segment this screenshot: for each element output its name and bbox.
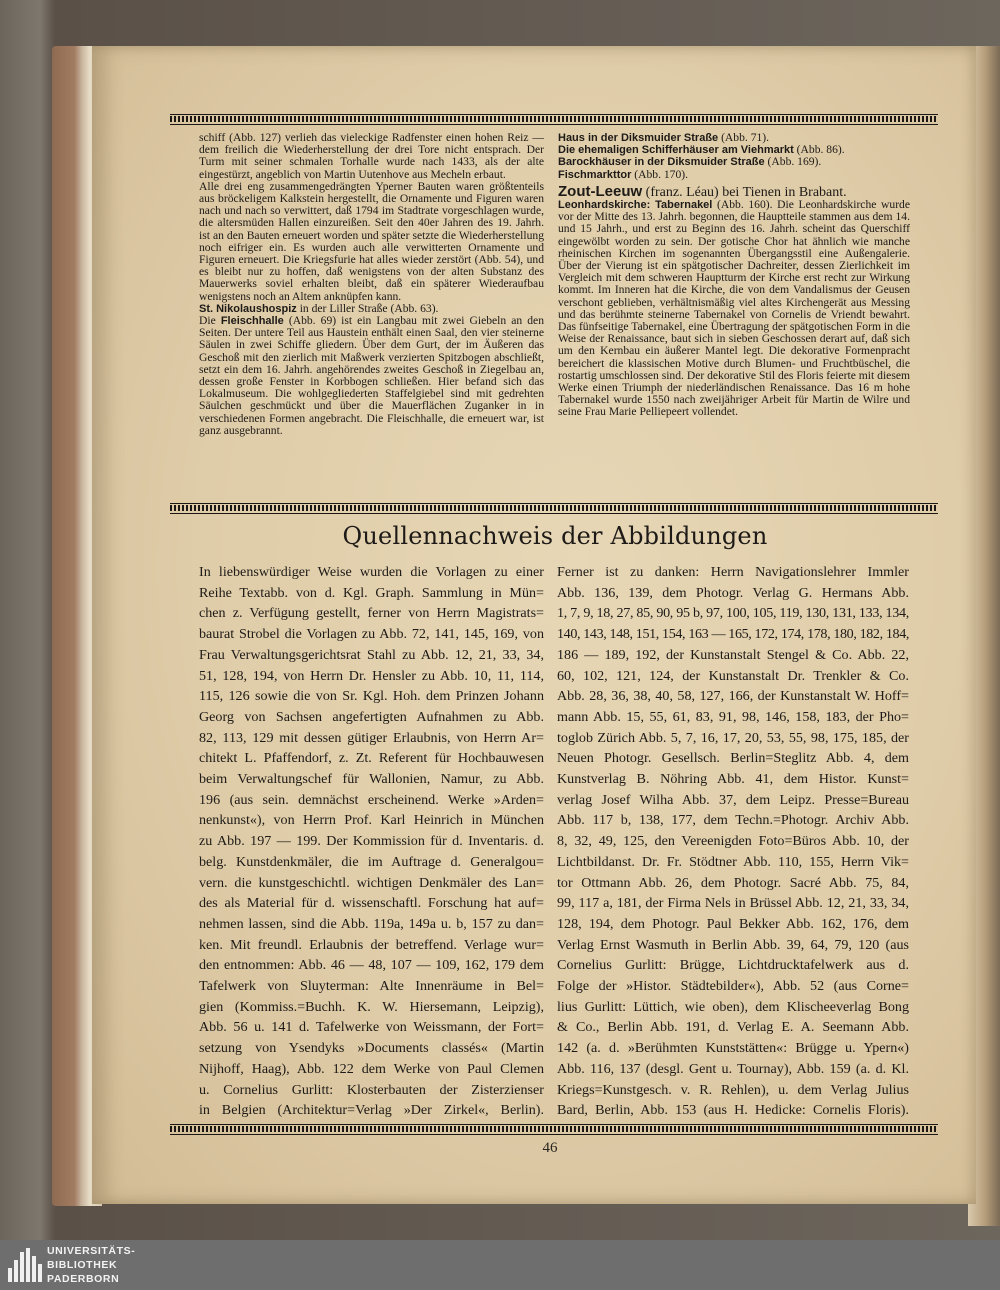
footer-bar — [0, 1240, 1000, 1290]
entry-text: (Abb. 170). — [631, 167, 689, 181]
text-line: baurat Strobel die Vorlagen zu Abb. 72, 141, 145, 169, von — [199, 626, 544, 643]
text-line: vern. die kunstgeschichtl. wichtigen Denkmäler des Lan= — [199, 874, 544, 891]
entry-heading: Haus in der Diksmuider Straße — [558, 132, 719, 144]
text-line: 8, 32, 49, 125, den Vereenigden Foto=Büros Abb. 10, der — [557, 833, 909, 850]
text-line: nehmen lassen, sind die Abb. 119a, 149a u. b, 157 zu dan= — [199, 915, 544, 932]
ornament-border-middle — [170, 503, 938, 514]
text-line: toglob Zürich Abb. 5, 7, 16, 17, 20, 53, 55, 98, 175, 185, der — [557, 729, 909, 746]
entry-heading: Barockhäuser in der Diksmuider Straße — [558, 156, 765, 169]
text-line: den entnommen: Abb. 46 — 48, 107 — 109, 162, 179 dem — [199, 957, 544, 974]
page-number: 46 — [542, 1140, 558, 1156]
text-line: 140, 143, 148, 151, 154, 163 — 165, 172, 174, 178, 180, 182, 184, — [557, 626, 909, 643]
text-line: 60, 102, 121, 124, der Kunstanstalt Dr. Trenkler & Co. — [557, 667, 909, 684]
text-line: u. Cornelius Gurlitt: Klosterbauten der Zisterzienser — [199, 1081, 544, 1098]
text-line: Cornelius Gurlitt: Brügge, Lichtdrucktafelwerk aus d. — [557, 957, 909, 974]
text-line: Abb. 28, 36, 38, 40, 58, 127, 166, der Kunstanstalt W. Hoff= — [557, 688, 909, 705]
text-line: beim Verwaltungschef für Wallonien, Namur, zu Abb. — [199, 771, 544, 788]
entry-text: (Abb. 71). — [718, 131, 770, 144]
text-line: chen z. Verfügung gestellt, ferner von Herrn Magistrats= — [199, 605, 544, 622]
entry — [558, 156, 910, 168]
text-line: setzung von Ysendyks »Documents classés« (Martin — [199, 1040, 544, 1057]
upper-right-column — [558, 132, 910, 419]
text-line: tor Ottmann Abb. 26, dem Photogr. Sacré Abb. 75, 84, — [557, 874, 909, 891]
text-line: 196 (aus sein. demnächst erscheinend. Werke »Arden= — [199, 791, 544, 808]
text-line: Georg von Sachsen angefertigten Aufnahmen zu Abb. — [199, 708, 544, 725]
entry-heading: Fischmarkttor — [558, 168, 632, 181]
text-line: Abb. 116, 137 (desgl. Gent u. Tournay), Abb. 159 (a. d. Kl. — [557, 1060, 909, 1077]
entry-text: in der Liller Straße (Abb. 63). — [296, 301, 439, 315]
text-line: gien (Kommiss.=Buchh. K. W. Hiersemann, Leipzig), — [199, 998, 544, 1015]
text-line: Neuen Photogr. Gesellsch. Berlin=Steglitz Abb. 4, dem — [557, 750, 909, 767]
paragraph-text: schiff (Abb. 127) verlieh das vieleckige Radfenster einen hohen Reiz — dem freilich die Wiederherstellung der drei Tore nicht entsprach. Der Turm mit seiner schmalen Torhalle wurde nach 1433, als der alte eingestürzt, angeblich von Martin Uutenhove aus Mecheln erbaut. — [199, 131, 544, 181]
paragraph — [199, 315, 544, 437]
entry — [558, 169, 910, 181]
text-line: In liebenswürdiger Weise wurden die Vorlagen zu einer — [199, 564, 544, 580]
footer-line-3: PADERBORN — [47, 1273, 120, 1285]
lower-left-column — [199, 562, 544, 1121]
place-heading: Zout-Leeuw — [558, 182, 643, 200]
text-line: 82, 113, 129 mit dessen gütiger Erlaubnis, von Herrn Ar= — [199, 729, 544, 746]
text-line: chitekt L. Pfaffendorf, z. Zt. Referent für Hochbauwesen — [199, 750, 544, 767]
footer-line-2: BIBLIOTHEK — [47, 1259, 118, 1271]
place-heading-tail: (franz. Léau) bei Tienen in Brabant. — [642, 184, 847, 200]
entry-pre: Die — [199, 314, 221, 328]
text-line: 142 (a. d. »Berühmten Kunststätten«: Brügge u. Ypern«) — [557, 1040, 909, 1057]
text-line: verlag Josef Wilha Abb. 37, dem Leipz. Presse=Bureau — [557, 791, 909, 808]
text-line: des als Material für d. wissenschaftl. Forschung hat auf= — [199, 895, 544, 912]
lower-right-column — [557, 562, 909, 1121]
entry-heading: Die ehemaligen Schifferhäuser am Viehmarkt — [558, 144, 794, 157]
text-line: Folge der »Histor. Städtebilder«), Abb. 52 (aus Corne= — [557, 978, 909, 995]
footer-line-1: UNIVERSITÄTS- — [47, 1245, 136, 1257]
text-line: 99, 117 a, 181, der Firma Nels in Brüssel Abb. 12, 21, 33, 34, — [557, 895, 909, 912]
text-line: Kunstverlag B. Nöhring Abb. 41, dem Histor. Kunst= — [557, 771, 909, 788]
text-line: belg. Kunstdenkmäler, die im Auftrage d. Generalgou= — [199, 853, 544, 870]
paragraph-text: Alle drei eng zusammengedrängten Yperner Bauten waren größtenteils aus bröckeligem Kalkstein hergestellt, die Ornamente und Figuren waren nach und nach so verwittert, daß 1794 im Stadtrate vorgeschlagen wurde, die altersmüden Hallen einzureißen. Seit den 40er Jahren des 19. Jahrh. ist an den Bauten erneuert worden und später setzte die Wiederherstellung noch eifriger ein. Es wurden auch alle verwitterten Ornamente und Figuren erneuert. Die Kriegsfurie hat alles wieder zerstört (Abb. 54), und es bleibt nur zu hoffen, daß wenigstens von der alten Substanz des Mauerwerks soviel erhalten bleibt, daß ein späterer Wiederaufbau wenigstens noch an Altem anknüpfen kann. — [199, 179, 544, 303]
text-line: Frau Verwaltungsgerichtsrat Stahl zu Abb. 12, 21, 33, 34, — [199, 646, 544, 663]
text-line: Abb. 56 u. 141 d. Tafelwerke von Weissmann, der Fort= — [199, 1019, 544, 1036]
text-line: 186 — 189, 192, der Kunstanstalt Stengel & Co. Abb. 22, — [557, 646, 909, 663]
text-line: Verlag Ernst Wasmuth in Berlin Abb. 39, 64, 79, 120 (aus — [557, 936, 909, 953]
text-line: 128, 194, dem Photogr. Paul Bekker Abb. 162, 176, dem — [557, 915, 909, 932]
text-line: 1, 7, 9, 18, 27, 85, 90, 95 b, 97, 100, 105, 119, 130, 131, 133, 134, — [557, 605, 909, 622]
entry-heading: Fleischhalle — [220, 315, 284, 328]
upper-left-column — [199, 132, 544, 437]
entry — [558, 144, 910, 156]
ornament-border-bottom — [170, 1124, 938, 1135]
text-line: nenkunst«), von Herrn Prof. Karl Heinrich in München — [199, 812, 544, 829]
paragraph — [199, 132, 544, 181]
paragraph — [558, 199, 910, 419]
text-line: Kriegs=Kunstgesch. v. R. Rehlen), u. dem Verlag Julius — [557, 1081, 909, 1098]
text-line: mann Abb. 15, 55, 61, 83, 91, 98, 146, 158, 183, der Pho= — [557, 708, 909, 725]
section-title: Quellennachweis der Abbildungen — [342, 522, 768, 550]
text-line: in Belgien (Architektur=Verlag »Der Zirkel«, Berlin). — [199, 1102, 544, 1119]
text-line: Reihe Textabb. von d. Kgl. Graph. Sammlung in Mün= — [199, 584, 544, 601]
ornament-border-top — [170, 114, 938, 125]
text-line: ken. Mit freundl. Erlaubnis der betreffend. Verlage wur= — [199, 936, 544, 953]
paragraph — [199, 181, 544, 303]
text-line: Nijhoff, Haag), Abb. 122 dem Werke von Paul Clemen — [199, 1060, 544, 1077]
text-line: Tafelwerk von Sluyterman: Alte Innenräume in Bel= — [199, 978, 544, 995]
entry-heading: Leonhardskirche: Tabernakel — [558, 199, 713, 212]
entry-text: (Abb. 86). — [793, 143, 845, 157]
entry — [558, 132, 910, 144]
text-line: & Co., Berlin Abb. 191, d. Verlag E. A. Seemann Abb. — [557, 1019, 909, 1036]
text-line: zu Abb. 197 — 199. Der Kommission für d. Inventaris. d. — [199, 833, 544, 850]
entry-text: (Abb. 169). — [764, 155, 822, 169]
text-line: Abb. 117 b, 138, 177, dem Techn.=Photogr. Archiv Abb. — [557, 812, 909, 829]
entry-text: (Abb. 160). Die Leonhardskirche wurde vor der Mitte des 13. Jahrh. begonnen, die Hauptteile stammen aus dem 14. und 15 Jahrh., und erst zu Beginn des 16. Jahrh. scheint das Querschiff eingewölbt worden zu sein. Der gotische Chor hat ähnlich wie manche rheinischen Kirchen im sogenannten Übergangsstil eine Außengalerie. Über der Vierung ist ein spätgotischer Dachreiter, dessen Zierlichkeit im Vergleich mit dem schweren Hauptturm der Kirche erst recht zur Wirkung kommt. Im Inneren hat die Kirche, die von dem Vandalismus der Geusen verschont geblieben, verhältnismäßig viel altes Kirchengerät aus Messing und das berühmte steinerne Tabernakel von Cornelis de Vriendt bewahrt. Das fünfseitige Tabernakel, eine Übertragung der spätgotischen Form in die Weise der Renaissance, baut sich in sieben Geschossen derart auf, daß sich um den Kernbau ein äußerer Mantel legt. Die dekorative Formenpracht bereichert die klassischen Motive durch Blumen- und Fruchtbüschel, die rostartig umschlossen sind. Der dekorative Stil des Floris feierte mit diesem Werke einen Triumph der niederländischen Renaissance. Das 16 m hohe Tabernakel wurde 1550 nach zweijähriger Arbeit für Martin de Wilre und seine Frau Marie Pelliepeert vollendet. — [558, 198, 910, 419]
text-line: Bard, Berlin, Abb. 153 (aus H. Hedicke: Cornelis Floris). — [557, 1102, 909, 1119]
text-line: Lichtbildanst. Dr. Fr. Stödtner Abb. 110, 155, Herrn Vik= — [557, 853, 909, 870]
text-line: Ferner ist zu danken: Herrn Navigationslehrer Immler — [557, 564, 909, 580]
text-line: Abb. 136, 139, dem Photogr. Verlag G. Hermans Abb. — [557, 584, 909, 601]
library-logo-icon — [8, 1248, 42, 1282]
entry-heading: St. Nikolaushospiz — [199, 302, 297, 315]
text-line: 115, 126 sowie die von Sr. Kgl. Hoh. dem Prinzen Johann — [199, 688, 544, 705]
text-line: lius Gurlitt: Lüttich, wie oben), dem Klischeeverlag Bong — [557, 998, 909, 1015]
entry-text: (Abb. 69) ist ein Langbau mit zwei Giebeln an den Seiten. Der untere Teil aus Haustein enthält einen Saal, den vier steinerne Säulen in zwei Schiffe gliedern. Über dem Gurt, der im Äußeren das Geschoß mit den zierlich mit Maßwerk verzierten Spitzbogen abschließt, setzt ein dem 16. Jahrh. angehörendes zweites Geschoß in Ziegelbau an, dessen große Fenster in Korbbogen schließen. Hier befand sich das Lokalmuseum. Die wohlgegliederten Staffelgiebel sind mit gedrehten Säulchen geschmückt und über die Mauerflächen Zuganker in in verschiedenen Formen angebracht. Die Fleischhalle, die erneuert war, ist ganz ausgebrannt. — [199, 314, 545, 437]
text-line: 51, 128, 194, von Herrn Dr. Hensler zu Abb. 10, 11, 114, — [199, 667, 544, 684]
